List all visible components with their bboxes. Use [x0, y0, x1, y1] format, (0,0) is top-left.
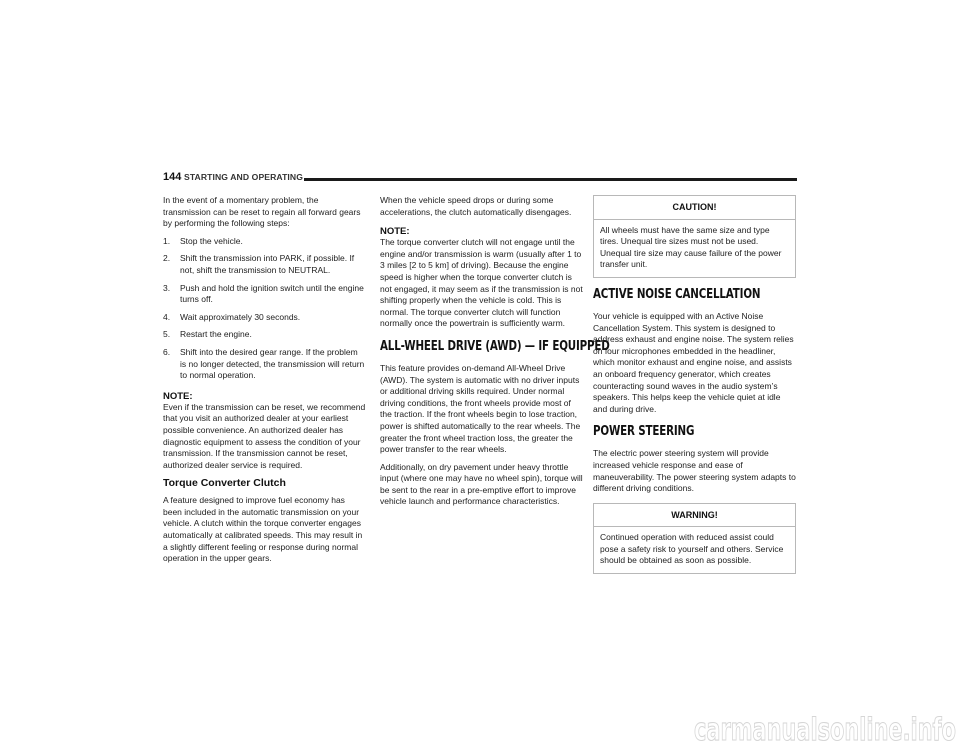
note-label: NOTE:	[380, 226, 410, 238]
middle-column	[380, 195, 610, 514]
watermark-logo-graphic	[690, 702, 960, 742]
list-item: 6. Shift into the desired gear range. If the problem is no longer detected, the transmission will return to normal operation.	[163, 346, 365, 381]
list-item: 1. Stop the vehicle.	[163, 235, 243, 246]
awd-heading: ALL-WHEEL DRIVE (AWD) — IF EQUIPPED	[380, 338, 610, 354]
anc-paragraph: Your vehicle is equipped with an Active Noise Cancellation System. This system is designed to address exhaust and engine noise. The system relies on four microphones embedded in the headliner, which monitor exhaust and engine noise, and assists an onboard frequency generator, which creates counteracting sound waves in the audio system’s speakers. This helps keep the vehicle quiet at idle and during drive.	[593, 310, 794, 414]
note-text: The torque converter clutch will not engage until the engine and/or transmission is warm (usually after 1 to 3 miles [2 to 5 km] of driving). Because the engine speed is higher when the torque converter clutch is not engaged, it may seem as if the transmission is not shifting properly when the vehicle is cold. This is normal. The torque converter clutch will function normally once the powertrain is sufficiently warm.	[380, 237, 583, 329]
reset-steps-list	[163, 236, 366, 382]
page-number: 144	[163, 171, 182, 183]
section-title: STARTING AND OPERATING	[184, 172, 304, 182]
left-column	[163, 195, 366, 571]
caution-text: All wheels must have the same size and type tires. Unequal tire sizes must not be used. Unequal tire size may cause failure of the power transfer unit.	[600, 224, 782, 270]
list-item: 4. Wait approximately 30 seconds.	[163, 311, 301, 322]
clutch-paragraph: When the vehicle speed drops or during some accelerations, the clutch automatically disengages.	[380, 195, 572, 217]
torque-converter-heading: Torque Converter Clutch	[163, 477, 286, 490]
note-label: NOTE:	[163, 390, 193, 402]
torque-converter-text: A feature designed to improve fuel economy has been included in the automatic transmission on your vehicle. A clutch within the torque converter engages automatically at calibrated speeds. This may result in a slightly different feeling or response during normal operation in the upper gears.	[163, 495, 363, 564]
page-header	[163, 171, 797, 185]
caution-title: CAUTION!	[594, 196, 795, 220]
warning-box	[593, 503, 796, 574]
list-item: 2. Shift the transmission into PARK, if possible. If not, shift the transmission to NEUTRAL.	[163, 253, 355, 275]
watermark-logo	[690, 702, 960, 742]
svg-text:carmanualsonline.info: carmanualsonline.info	[694, 712, 956, 742]
intro-paragraph: In the event of a momentary problem, the transmission can be reset to regain all forward gears by performing the following steps:	[163, 195, 361, 229]
list-item: 5. Restart the engine.	[163, 329, 252, 340]
power-steering-paragraph: The electric power steering system will provide increased vehicle response and ease of maneuverability. The power steering system adapts to different driving conditions.	[593, 448, 796, 494]
awd-paragraph-1: This feature provides on-demand All-Wheel Drive (AWD). The system is automatic with no driver inputs or additional driving skills required. Under normal driving conditions, the front wheels provide most of the traction. If the front wheels begin to lose traction, power is shifted automatically to the rear wheels. The greater the front wheel traction loss, the greater the power transfer to the rear wheels.	[380, 362, 581, 455]
list-item: 3. Push and hold the ignition switch until the engine turns off.	[163, 282, 364, 305]
power-steering-heading: POWER STEERING	[593, 424, 695, 440]
awd-paragraph-2: Additionally, on dry pavement under heavy throttle input (where one may have no wheel spin), torque will be sent to the rear in a pre-emptive effort to improve vehicle launch and performance characteristics.	[380, 461, 583, 507]
caution-box	[593, 195, 796, 278]
warning-title: WARNING!	[594, 504, 795, 528]
header-rule	[304, 178, 797, 181]
note-text: Even if the transmission can be reset, we recommend that you visit an authorized dealer at your earliest possible convenience. An authorized dealer has diagnostic equipment to assess the condition of your transmission. If the transmission cannot be reset, authorized dealer service is required.	[163, 401, 366, 470]
warning-text: Continued operation with reduced assist could pose a safety risk to yourself and others. Service should be obtained as soon as possible.	[600, 532, 784, 566]
right-column	[593, 195, 796, 582]
anc-heading: ACTIVE NOISE CANCELLATION	[593, 286, 761, 302]
